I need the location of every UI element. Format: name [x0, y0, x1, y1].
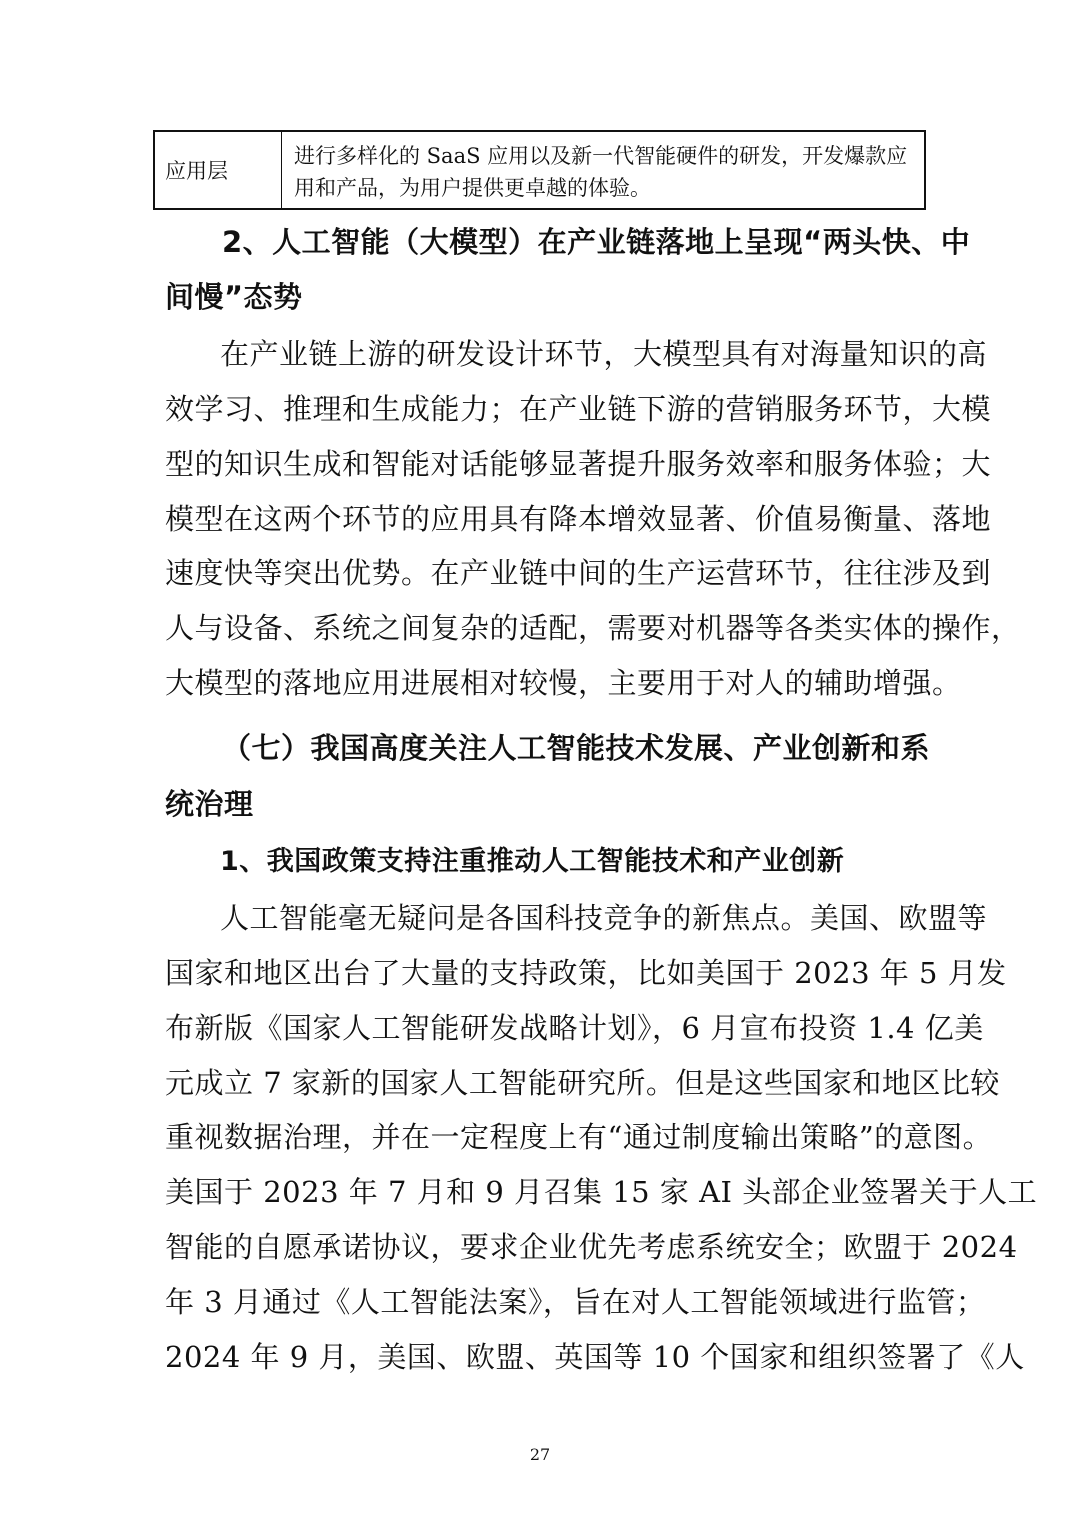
paragraph-line: 型的知识生成和智能对话能够显著提升服务效率和服务体验；大 — [165, 447, 992, 481]
paragraph-line: 人工智能毫无疑问是各国科技竞争的新焦点。美国、欧盟等 — [220, 901, 988, 935]
paragraph-line: 人与设备、系统之间复杂的适配，需要对机器等各类实体的操作， — [165, 611, 1021, 645]
paragraph-line: 大模型的落地应用进展相对较慢，主要用于对人的辅助增强。 — [165, 666, 962, 700]
paragraph-line: 效学习、推理和生成能力；在产业链下游的营销服务环节，大模 — [165, 392, 992, 426]
paragraph-line: 元成立 7 家新的国家人工智能研究所。但是这些国家和地区比较 — [165, 1066, 1000, 1100]
section-heading-cont: 间慢”态势 — [165, 280, 303, 314]
table-label-cell: 应用层 — [155, 132, 282, 208]
layer-table — [153, 130, 926, 210]
section-heading-cont: 统治理 — [165, 787, 254, 821]
table-desc-line: 进行多样化的 SaaS 应用以及新一代智能硬件的研发，开发爆款应 — [294, 144, 908, 168]
table-desc-cell — [282, 132, 924, 208]
paragraph-line: 布新版《国家人工智能研发战略计划》，6 月宣布投资 1.4 亿美 — [165, 1011, 984, 1045]
subsection-heading: 1、我国政策支持注重推动人工智能技术和产业创新 — [220, 846, 845, 877]
paragraph-line: 美国于 2023 年 7 月和 9 月召集 15 家 AI 头部企业签署关于人工 — [165, 1175, 1038, 1209]
paragraph-line: 国家和地区出台了大量的支持政策，比如美国于 2023 年 5 月发 — [165, 956, 1007, 990]
paragraph-line: 在产业链上游的研发设计环节，大模型具有对海量知识的高 — [220, 337, 988, 371]
section-heading: （七）我国高度关注人工智能技术发展、产业创新和系 — [222, 731, 931, 765]
paragraph-line: 速度快等突出优势。在产业链中间的生产运营环节，往往涉及到 — [165, 556, 992, 590]
paragraph-line: 智能的自愿承诺协议，要求企业优先考虑系统安全；欧盟于 2024 — [165, 1230, 1018, 1264]
paragraph-line: 年 3 月通过《人工智能法案》，旨在对人工智能领域进行监管； — [165, 1285, 986, 1319]
page-number: 27 — [529, 1445, 551, 1464]
paragraph-line: 2024 年 9 月，美国、欧盟、英国等 10 个国家和组织签署了《人 — [165, 1340, 1025, 1374]
paragraph-line: 重视数据治理，并在一定程度上有“通过制度输出策略”的意图。 — [165, 1120, 993, 1154]
table-desc-line: 用和产品，为用户提供更卓越的体验。 — [294, 176, 651, 200]
paragraph-line: 模型在这两个环节的应用具有降本增效显著、价值易衡量、落地 — [165, 502, 992, 536]
section-heading: 2、人工智能（大模型）在产业链落地上呈现“两头快、中 — [222, 225, 971, 259]
